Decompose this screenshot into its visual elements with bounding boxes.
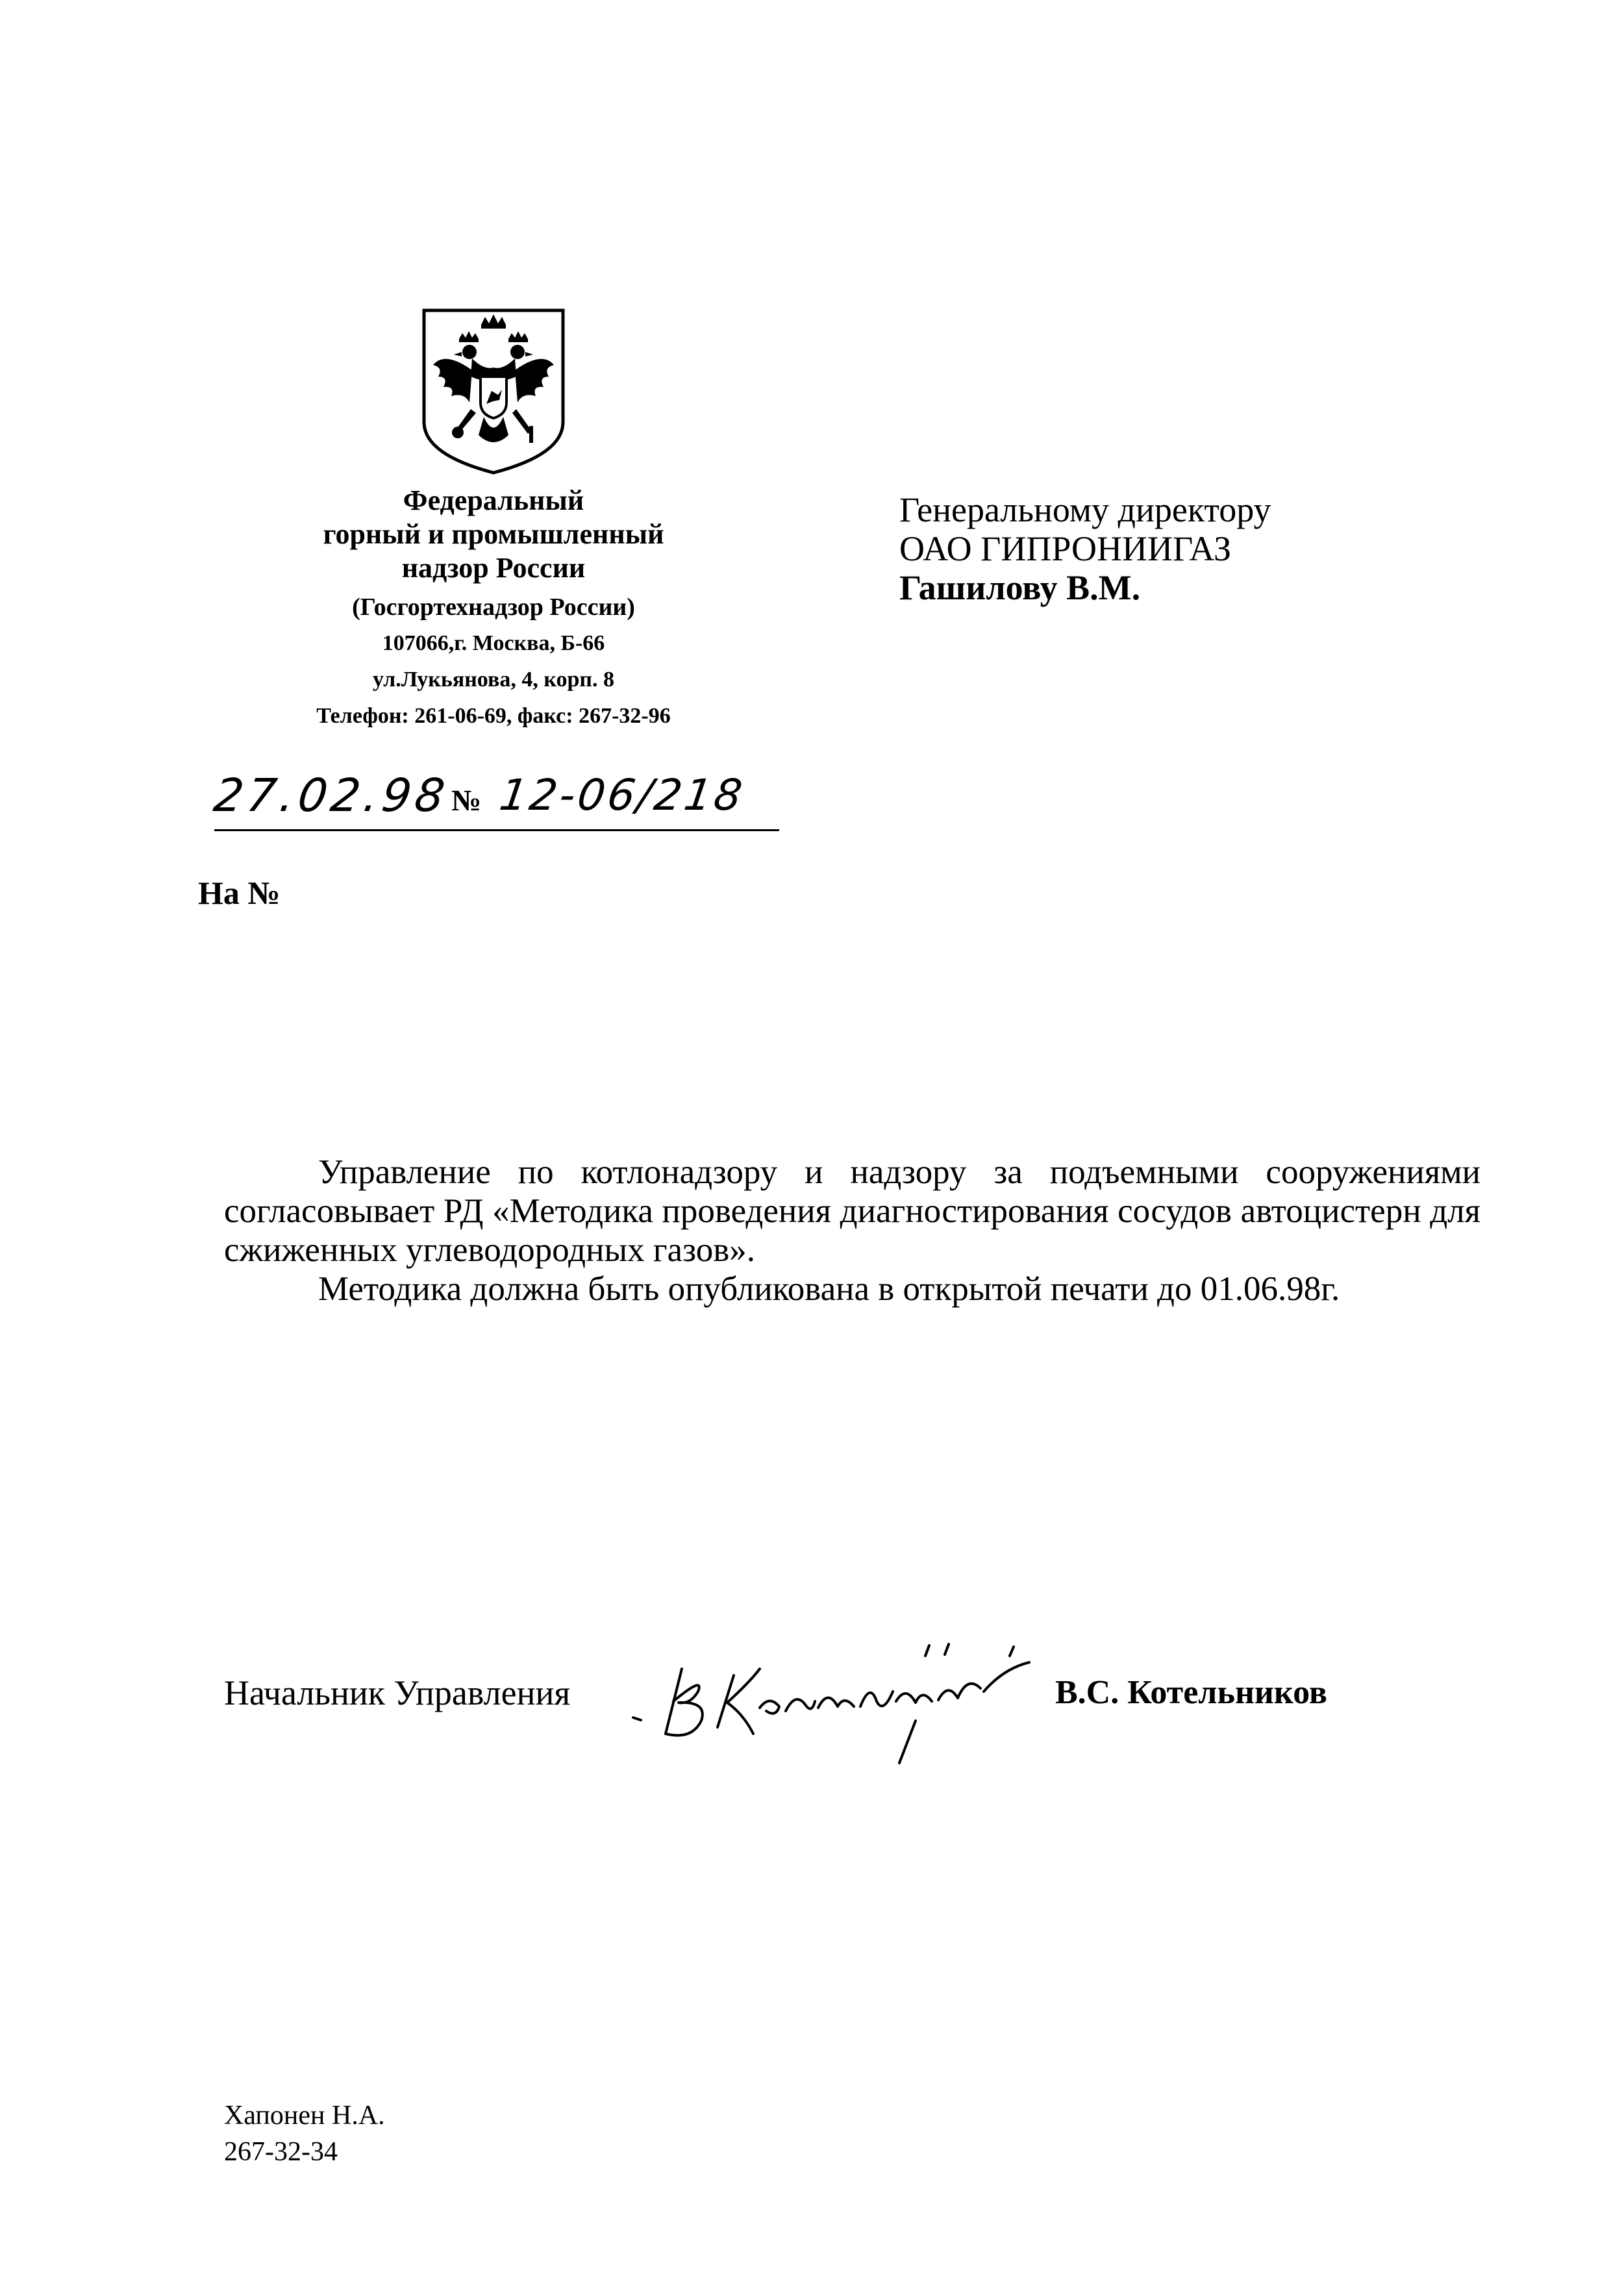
handwritten-signature	[620, 1630, 1062, 1779]
letter-body	[224, 1153, 1480, 1308]
signatory-name: В.С. Котельников	[1055, 1674, 1327, 1711]
addressee-line2: ОАО ГИПРОНИИГАЗ	[899, 529, 1232, 568]
body-paragraph-2: Методика должна быть опубликована в открытой печати до 01.06.98г.	[318, 1270, 1340, 1308]
sender-short-name: (Госгортехнадзор России)	[352, 594, 635, 621]
sender-phone-line: Телефон: 261-06-69, факс: 267-32-96	[316, 704, 671, 728]
signatory-title: Начальник Управления	[224, 1673, 571, 1712]
sender-org-line3: надзор России	[401, 552, 586, 584]
sender-org-line2: горный и промышленный	[323, 518, 664, 550]
executor-name: Хапонен Н.А.	[224, 2101, 385, 2131]
reference-underline	[214, 829, 779, 831]
coat-of-arms-icon	[419, 305, 568, 477]
reference-number: 12-06/218	[496, 770, 748, 820]
addressee-block	[899, 490, 1549, 607]
reference-line	[210, 769, 779, 841]
reference-number-label: №	[451, 784, 482, 817]
sender-block	[221, 484, 766, 734]
sender-org-line1: Федеральный	[403, 484, 584, 516]
reference-date: 27.02.98	[210, 769, 452, 822]
sender-address-line2: ул.Лукьянова, 4, корп. 8	[373, 668, 614, 692]
addressee-line1: Генеральному директору	[899, 490, 1271, 529]
in-reply-label: На №	[198, 875, 281, 911]
executor-phone: 267-32-34	[224, 2137, 338, 2167]
body-paragraph-1: Управление по котлонадзору и надзору за подъемными сооружениями согласовывает РД «Методика проведения диагностирования сосудов автоцистерн для сжиженных углеводородных газов».	[224, 1153, 1480, 1269]
executor-block	[224, 2097, 385, 2170]
sender-address-line1: 107066,г. Москва, Б-66	[382, 631, 605, 655]
addressee-line3: Гашилову В.М.	[899, 568, 1141, 607]
